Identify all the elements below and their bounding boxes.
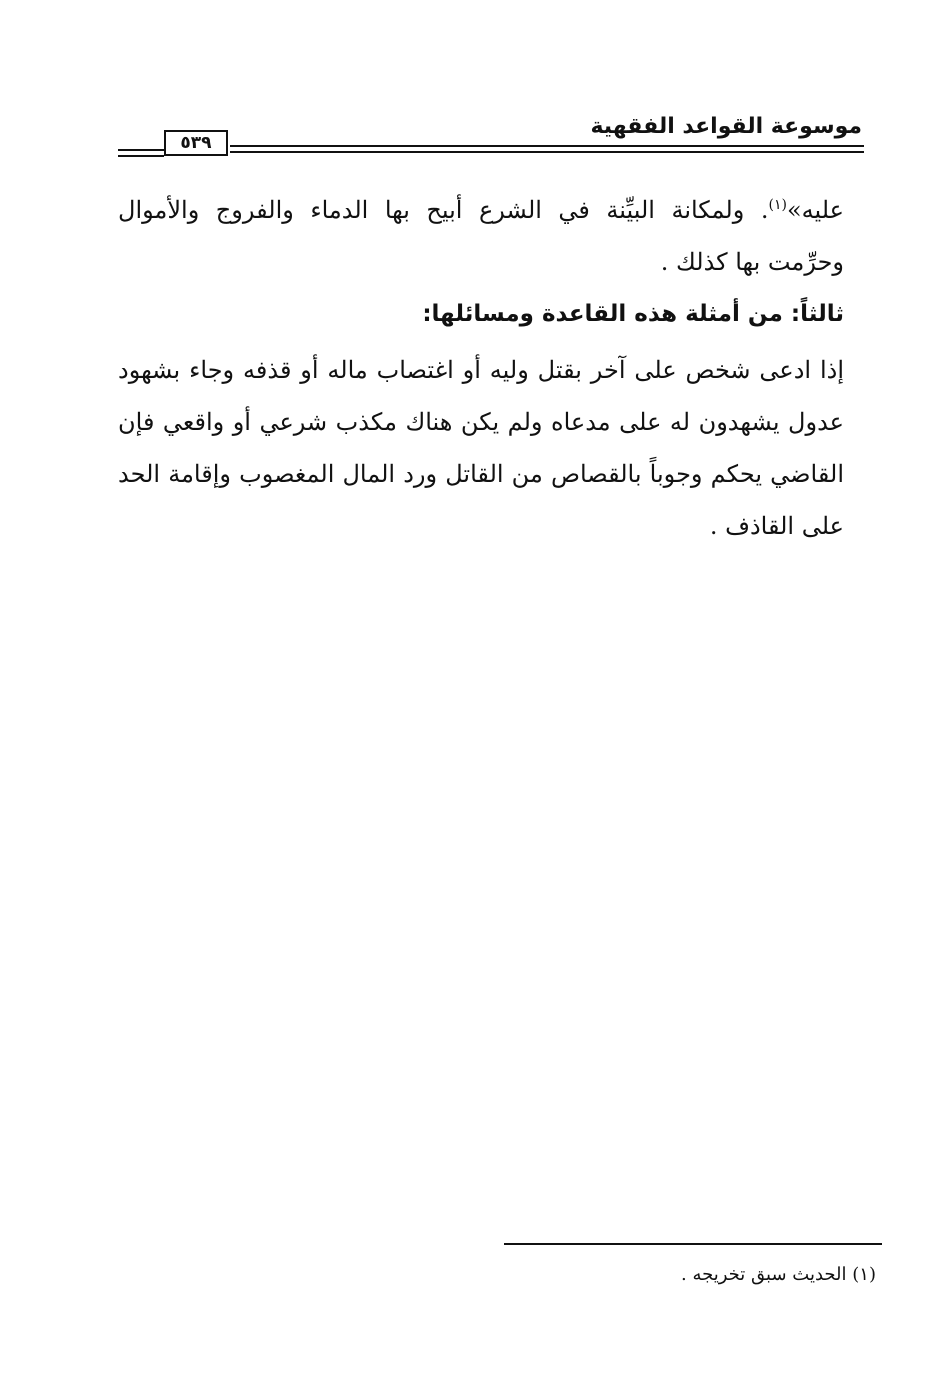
footnote-reference[interactable]: (١): [768, 197, 787, 213]
paragraph-intro-rest: . ولمكانة البيِّنة في الشرع أبيح بها الدماء والفروج والأموال وحرِّمت بها كذلك .: [118, 196, 844, 276]
section-heading: ثالثاً: من أمثلة هذه القاعدة ومسائلها:: [422, 301, 844, 327]
page-number: ٥٣٩: [164, 130, 228, 156]
header-rule-bottom: [230, 151, 864, 153]
header-rule-top: [230, 145, 864, 147]
paragraph-intro-start: عليه»: [786, 196, 844, 224]
footnote-number: (١): [852, 1264, 876, 1285]
running-header-title: موسوعة القواعد الفقهية: [590, 114, 862, 139]
header-rule-left-bottom: [118, 155, 164, 157]
footnote-text: الحديث سبق تخريجه .: [681, 1264, 847, 1285]
paragraph-intro: [118, 184, 844, 288]
footnote-separator: [504, 1243, 882, 1245]
footnote: [681, 1260, 876, 1290]
header-rule-left-top: [118, 149, 164, 151]
paragraph-examples: إذا ادعى شخص على آخر بقتل وليه أو اغتصاب ماله أو قذفه وجاء بشهود عدول يشهدون له على مدعاه ولم يكن هناك مكذب شرعي أو واقعي فإن القاضي يحكم وجوباً بالقصاص من القاتل ورد المال المغصوب وإقامة الحد على القاذف .: [118, 356, 844, 540]
